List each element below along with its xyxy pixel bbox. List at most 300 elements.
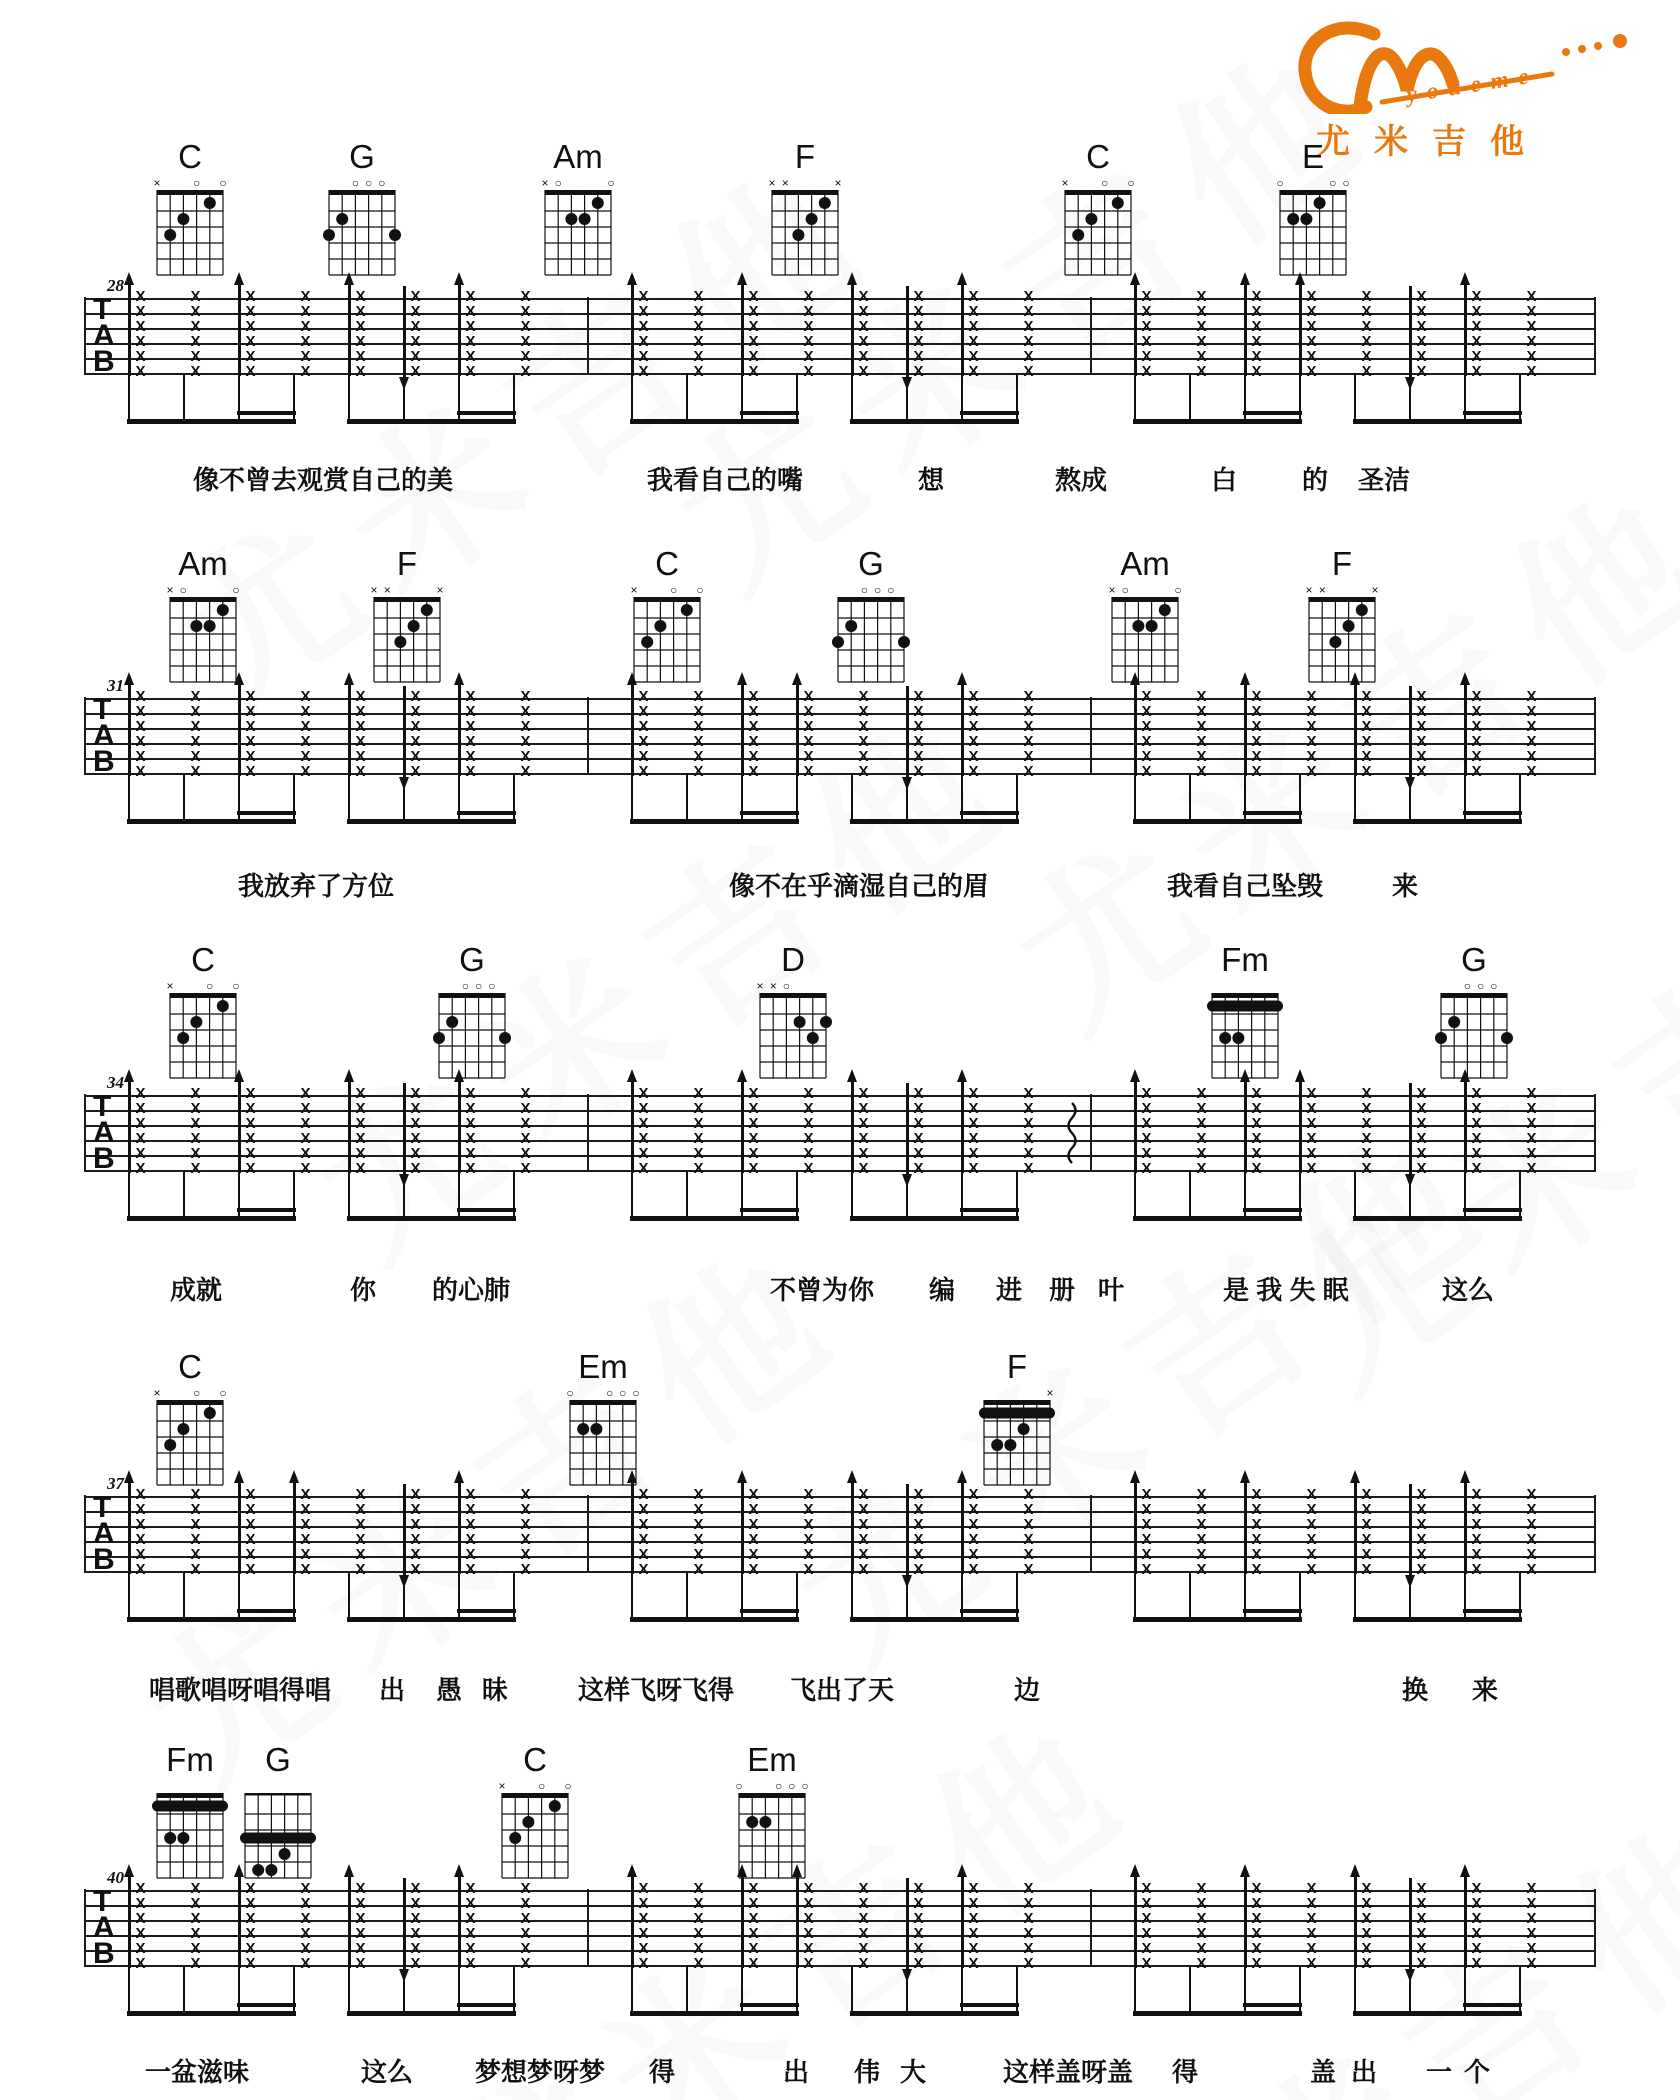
strum-x-mark: X	[1361, 1145, 1372, 1162]
strum-x-mark: X	[135, 1501, 146, 1518]
strum-x-mark: X	[355, 1546, 366, 1563]
strum-arrow-up-icon	[1350, 1470, 1361, 1574]
strum-x-mark: X	[300, 1115, 311, 1132]
svg-text:○: ○	[1100, 176, 1109, 190]
strum-x-mark: X	[858, 1486, 869, 1503]
strum-x-mark: X	[1361, 1100, 1372, 1117]
barline	[84, 697, 86, 775]
strum-x-mark: X	[1471, 333, 1482, 350]
chord-label: Em	[578, 1348, 628, 1385]
strum-arrow-up-icon	[124, 672, 135, 776]
sixteenth-beam	[740, 411, 799, 415]
strum-x-mark: X	[410, 1115, 421, 1132]
note-stem	[403, 1965, 405, 2013]
svg-text:○: ○	[364, 176, 373, 190]
beam	[127, 1617, 296, 1622]
strum-x-mark: X	[638, 1561, 649, 1578]
strum-x-mark: X	[913, 1546, 924, 1563]
strum-x-mark: X	[638, 303, 649, 320]
strum-x-mark: X	[1196, 718, 1207, 735]
strum-x-mark: X	[355, 288, 366, 305]
strum-x-mark: X	[748, 333, 759, 350]
strum-x-mark: X	[1141, 703, 1152, 720]
strum-x-mark: X	[638, 1486, 649, 1503]
strum-x-mark: X	[1416, 1516, 1427, 1533]
sixteenth-beam	[1463, 1208, 1522, 1212]
strum-x-mark: X	[1416, 1910, 1427, 1927]
sixteenth-beam	[1463, 1609, 1522, 1613]
strum-x-mark: X	[803, 1100, 814, 1117]
strum-x-mark: X	[1416, 1940, 1427, 1957]
strum-x-mark: X	[693, 1955, 704, 1972]
strum-x-mark: X	[1361, 1895, 1372, 1912]
strum-x-mark: X	[410, 318, 421, 335]
barline	[1594, 697, 1596, 775]
strum-x-mark: X	[355, 1925, 366, 1942]
strum-x-mark: X	[803, 1940, 814, 1957]
strum-x-mark: X	[1023, 1880, 1034, 1897]
strum-x-mark: X	[465, 1145, 476, 1162]
strum-x-mark: X	[410, 1910, 421, 1927]
strum-x-mark: X	[1361, 748, 1372, 765]
barline	[84, 297, 86, 375]
strum-x-mark: X	[803, 718, 814, 735]
measure-number: 34	[107, 1073, 124, 1092]
strum-x-mark: X	[1526, 748, 1537, 765]
strum-arrow-up-icon	[627, 1470, 638, 1574]
barline	[587, 297, 589, 375]
strum-x-mark: X	[465, 1531, 476, 1548]
strum-x-mark: X	[748, 688, 759, 705]
barline	[84, 1495, 86, 1573]
strum-x-mark: X	[1471, 1880, 1482, 1897]
svg-text:○: ○	[1329, 176, 1337, 190]
svg-text:○: ○	[873, 583, 882, 597]
strum-x-mark: X	[520, 763, 531, 780]
strum-x-mark: X	[245, 1895, 256, 1912]
note-stem	[686, 1571, 688, 1619]
strum-x-mark: X	[858, 1516, 869, 1533]
strum-x-mark: X	[1526, 1145, 1537, 1162]
strum-x-mark: X	[968, 1940, 979, 1957]
strum-x-mark: X	[1416, 1895, 1427, 1912]
strum-arrow-up-icon	[234, 1069, 245, 1173]
strum-x-mark: X	[858, 1880, 869, 1897]
strum-x-mark: X	[355, 688, 366, 705]
strum-x-mark: X	[1023, 1085, 1034, 1102]
strum-x-mark: X	[858, 1940, 869, 1957]
strum-x-mark: X	[1023, 348, 1034, 365]
strum-x-mark: X	[135, 1940, 146, 1957]
strum-x-mark: X	[693, 1925, 704, 1942]
strum-x-mark: X	[1141, 1561, 1152, 1578]
strum-x-mark: X	[1306, 703, 1317, 720]
chord-diagram	[322, 176, 402, 280]
strum-x-mark: X	[1196, 363, 1207, 380]
strum-x-mark: X	[693, 703, 704, 720]
svg-text:×: ×	[166, 583, 174, 597]
strum-x-mark: X	[1471, 1501, 1482, 1518]
strum-x-mark: X	[803, 1925, 814, 1942]
barline	[1090, 1495, 1092, 1573]
strum-x-mark: X	[1251, 1486, 1262, 1503]
strum-x-mark: X	[410, 1085, 421, 1102]
strum-x-mark: X	[638, 348, 649, 365]
lyric-segment: 这样盖呀盖	[1003, 2057, 1134, 2087]
strum-x-mark: X	[135, 1531, 146, 1548]
sixteenth-beam	[960, 1609, 1019, 1613]
strum-x-mark: X	[1361, 1130, 1372, 1147]
strum-x-mark: X	[803, 1501, 814, 1518]
strum-x-mark: X	[1471, 1130, 1482, 1147]
strum-x-mark: X	[1196, 703, 1207, 720]
strum-x-mark: X	[1196, 303, 1207, 320]
strum-x-mark: X	[355, 1561, 366, 1578]
strum-x-mark: X	[1196, 763, 1207, 780]
note-stem	[1409, 1965, 1411, 2013]
strum-x-mark: X	[135, 1486, 146, 1503]
sixteenth-beam	[740, 2003, 799, 2007]
strum-x-mark: X	[968, 1115, 979, 1132]
strum-x-mark: X	[693, 363, 704, 380]
beam	[850, 1617, 1019, 1622]
strum-x-mark: X	[410, 363, 421, 380]
svg-text:×: ×	[153, 1386, 161, 1400]
strum-x-mark: X	[465, 1085, 476, 1102]
strum-x-mark: X	[968, 348, 979, 365]
strum-x-mark: X	[520, 1516, 531, 1533]
strum-x-mark: X	[1306, 748, 1317, 765]
note-stem	[403, 1170, 405, 1218]
strum-x-mark: X	[1141, 748, 1152, 765]
strum-x-mark: X	[803, 1880, 814, 1897]
strum-x-mark: X	[968, 318, 979, 335]
strum-x-mark: X	[190, 1925, 201, 1942]
strum-x-mark: X	[1196, 1160, 1207, 1177]
strum-x-mark: X	[913, 348, 924, 365]
strum-x-mark: X	[748, 1115, 759, 1132]
strum-arrow-up-icon	[957, 672, 968, 776]
strum-x-mark: X	[1471, 1940, 1482, 1957]
strum-x-mark: X	[190, 1115, 201, 1132]
strum-x-mark: X	[135, 1160, 146, 1177]
strum-x-mark: X	[300, 303, 311, 320]
strum-x-mark: X	[135, 763, 146, 780]
strum-x-mark: X	[693, 1516, 704, 1533]
note-stem	[1134, 1965, 1136, 2013]
strum-x-mark: X	[1471, 1925, 1482, 1942]
strum-x-mark: X	[638, 363, 649, 380]
beam	[630, 419, 799, 424]
strum-x-mark: X	[1416, 1955, 1427, 1972]
strum-x-mark: X	[1251, 1531, 1262, 1548]
strum-x-mark: X	[135, 1130, 146, 1147]
strum-x-mark: X	[1251, 1100, 1262, 1117]
strum-x-mark: X	[1526, 703, 1537, 720]
strum-x-mark: X	[693, 1895, 704, 1912]
strum-x-mark: X	[1361, 1910, 1372, 1927]
strum-x-mark: X	[803, 1486, 814, 1503]
strum-x-mark: X	[465, 348, 476, 365]
lyric-segment: 我看自己坠毁	[1167, 871, 1324, 901]
strum-x-mark: X	[1416, 1925, 1427, 1942]
strum-x-mark: X	[190, 748, 201, 765]
chord-diagram	[150, 1386, 230, 1490]
strum-x-mark: X	[913, 688, 924, 705]
lyric-segment: 得	[649, 2057, 676, 2087]
strum-x-mark: X	[1141, 688, 1152, 705]
strum-x-mark: X	[693, 1100, 704, 1117]
strum-x-mark: X	[520, 1561, 531, 1578]
strum-x-mark: X	[1141, 1880, 1152, 1897]
strum-x-mark: X	[1023, 1925, 1034, 1942]
strum-x-mark: X	[1306, 1501, 1317, 1518]
strum-x-mark: X	[135, 1880, 146, 1897]
strum-x-mark: X	[1251, 1130, 1262, 1147]
strum-x-mark: X	[693, 1910, 704, 1927]
strum-x-mark: X	[355, 363, 366, 380]
chord-label: C	[1086, 138, 1110, 175]
strum-x-mark: X	[858, 1531, 869, 1548]
strum-x-mark: X	[1251, 303, 1262, 320]
strum-x-mark: X	[1023, 363, 1034, 380]
strum-arrow-up-icon	[737, 1864, 748, 1968]
strum-x-mark: X	[913, 363, 924, 380]
strum-x-mark: X	[1416, 1501, 1427, 1518]
strum-x-mark: X	[858, 1955, 869, 1972]
strum-arrow-up-icon	[1240, 1864, 1251, 1968]
lyric-segment: 昧	[482, 1675, 509, 1705]
strum-x-mark: X	[1306, 1516, 1317, 1533]
note-stem	[906, 1571, 908, 1619]
strum-x-mark: X	[913, 718, 924, 735]
strum-x-mark: X	[1416, 288, 1427, 305]
sixteenth-beam	[237, 2003, 296, 2007]
strum-x-mark: X	[968, 718, 979, 735]
strum-x-mark: X	[520, 348, 531, 365]
strum-x-mark: X	[1141, 303, 1152, 320]
svg-text:○: ○	[205, 979, 214, 993]
strum-x-mark: X	[245, 703, 256, 720]
strum-x-mark: X	[638, 1895, 649, 1912]
strum-x-mark: X	[135, 1895, 146, 1912]
strum-x-mark: X	[355, 1955, 366, 1972]
sixteenth-beam	[960, 411, 1019, 415]
strum-x-mark: X	[913, 288, 924, 305]
strum-x-mark: X	[1196, 688, 1207, 705]
strum-x-mark: X	[1141, 1940, 1152, 1957]
strum-x-mark: X	[748, 1486, 759, 1503]
note-stem	[1354, 773, 1356, 821]
note-stem	[1134, 1571, 1136, 1619]
strum-x-mark: X	[1361, 348, 1372, 365]
strum-x-mark: X	[1196, 1880, 1207, 1897]
strum-arrow-up-icon	[1130, 272, 1141, 376]
strum-x-mark: X	[300, 1486, 311, 1503]
strum-x-mark: X	[300, 1561, 311, 1578]
strum-x-mark: X	[1471, 348, 1482, 365]
tab-clef-letter: T	[93, 1885, 112, 1918]
strum-x-mark: X	[913, 1531, 924, 1548]
strum-x-mark: X	[913, 1115, 924, 1132]
strum-x-mark: X	[190, 703, 201, 720]
strum-x-mark: X	[190, 1561, 201, 1578]
strum-x-mark: X	[693, 1501, 704, 1518]
strum-x-mark: X	[1306, 1085, 1317, 1102]
strum-x-mark: X	[1023, 1486, 1034, 1503]
strum-x-mark: X	[1196, 1100, 1207, 1117]
strum-x-mark: X	[1196, 1546, 1207, 1563]
strum-x-mark: X	[748, 748, 759, 765]
strum-x-mark: X	[1196, 288, 1207, 305]
strum-x-mark: X	[1251, 1955, 1262, 1972]
strum-x-mark: X	[748, 1561, 759, 1578]
strum-x-mark: X	[245, 688, 256, 705]
lyric-segment: 像不曾去观赏自己的美	[193, 465, 454, 495]
strum-x-mark: X	[1526, 363, 1537, 380]
strum-x-mark: X	[520, 1085, 531, 1102]
strum-x-mark: X	[1306, 288, 1317, 305]
chord-diagram	[495, 1779, 575, 1883]
strum-x-mark: X	[245, 1561, 256, 1578]
strum-x-mark: X	[638, 748, 649, 765]
strum-x-mark: X	[1361, 1880, 1372, 1897]
strum-x-mark: X	[638, 1955, 649, 1972]
strum-x-mark: X	[638, 703, 649, 720]
strum-x-mark: X	[465, 1546, 476, 1563]
strum-x-mark: X	[803, 288, 814, 305]
strum-x-mark: X	[245, 1531, 256, 1548]
strum-x-mark: X	[1306, 348, 1317, 365]
svg-text:○: ○	[801, 1779, 809, 1793]
svg-text:○: ○	[887, 583, 895, 597]
sixteenth-beam	[457, 1609, 516, 1613]
strum-x-mark: X	[693, 1531, 704, 1548]
strum-x-mark: X	[858, 1115, 869, 1132]
svg-text:○: ○	[219, 176, 227, 190]
beam	[850, 1216, 1019, 1221]
strum-x-mark: X	[1141, 348, 1152, 365]
strum-x-mark: X	[1141, 1115, 1152, 1132]
note-stem	[348, 1170, 350, 1218]
note-stem	[851, 773, 853, 821]
strum-x-mark: X	[748, 733, 759, 750]
strum-arrow-up-icon	[1460, 672, 1471, 776]
strum-arrow-up-icon	[1130, 1470, 1141, 1574]
strum-x-mark: X	[245, 1145, 256, 1162]
strum-x-mark: X	[465, 363, 476, 380]
strum-x-mark: X	[190, 688, 201, 705]
tab-clef-letter: B	[93, 1142, 115, 1175]
strum-x-mark: X	[1251, 318, 1262, 335]
strum-x-mark: X	[913, 318, 924, 335]
strum-x-mark: X	[638, 688, 649, 705]
svg-text:×: ×	[436, 583, 444, 597]
strum-x-mark: X	[638, 1501, 649, 1518]
strum-arrow-up-icon	[627, 672, 638, 776]
strum-x-mark: X	[300, 1880, 311, 1897]
strum-x-mark: X	[190, 333, 201, 350]
strum-x-mark: X	[1141, 1546, 1152, 1563]
strum-x-mark: X	[465, 1955, 476, 1972]
strum-x-mark: X	[968, 763, 979, 780]
barline	[587, 697, 589, 775]
strum-x-mark: X	[300, 1501, 311, 1518]
chord-label: F	[794, 138, 816, 175]
strum-x-mark: X	[465, 1160, 476, 1177]
strum-x-mark: X	[968, 1085, 979, 1102]
strum-x-mark: X	[1361, 703, 1372, 720]
strum-x-mark: X	[1196, 1130, 1207, 1147]
lyric-segment: 得	[1172, 2057, 1199, 2087]
lyric-segment: 出	[783, 2057, 810, 2087]
strum-x-mark: X	[245, 1486, 256, 1503]
strum-x-mark: X	[245, 1955, 256, 1972]
strum-x-mark: X	[410, 1925, 421, 1942]
note-stem	[1134, 1170, 1136, 1218]
strum-x-mark: X	[465, 718, 476, 735]
strum-arrow-up-icon	[1240, 672, 1251, 776]
strum-x-mark: X	[1471, 1895, 1482, 1912]
strum-x-mark: X	[693, 303, 704, 320]
strum-x-mark: X	[858, 1130, 869, 1147]
strum-x-mark: X	[1023, 1895, 1034, 1912]
lyric-segment: 盖	[1310, 2057, 1337, 2087]
lyric-segment: 想	[918, 465, 945, 495]
sixteenth-beam	[1243, 2003, 1302, 2007]
note-stem	[1189, 373, 1191, 421]
strum-x-mark: X	[1306, 1940, 1317, 1957]
strum-x-mark: X	[1361, 1531, 1372, 1548]
lyric-segment: 编	[929, 1275, 956, 1305]
lyric-segment: 大	[900, 2057, 927, 2087]
strum-x-mark: X	[693, 1115, 704, 1132]
strum-arrow-up-icon	[454, 272, 465, 376]
note-stem	[1354, 373, 1356, 421]
lyric-segment: 的	[1302, 465, 1329, 495]
note-stem	[906, 773, 908, 821]
chord-diagram	[150, 176, 230, 280]
chord-diagram	[1273, 176, 1353, 280]
svg-text:×: ×	[166, 979, 174, 993]
strum-x-mark: X	[1196, 333, 1207, 350]
strum-x-mark: X	[190, 1955, 201, 1972]
strum-x-mark: X	[1251, 1516, 1262, 1533]
strum-x-mark: X	[968, 748, 979, 765]
chord-diagram	[627, 583, 707, 687]
strum-arrow-up-icon	[1350, 1864, 1361, 1968]
svg-text:○: ○	[1342, 176, 1350, 190]
strum-x-mark: X	[410, 748, 421, 765]
svg-text:○: ○	[1463, 979, 1472, 993]
strum-x-mark: X	[1526, 1100, 1537, 1117]
strum-x-mark: X	[410, 1955, 421, 1972]
chord-label: C	[655, 545, 679, 582]
lyric-segment: 进	[996, 1275, 1023, 1305]
strum-x-mark: X	[638, 1910, 649, 1927]
beam	[127, 819, 296, 824]
strum-x-mark: X	[355, 333, 366, 350]
chord-label: C	[523, 1741, 547, 1778]
strum-x-mark: X	[1471, 1546, 1482, 1563]
chord-label: Am	[178, 545, 228, 582]
strum-x-mark: X	[1306, 688, 1317, 705]
strum-x-mark: X	[913, 1940, 924, 1957]
strum-x-mark: X	[1023, 718, 1034, 735]
strum-x-mark: X	[1141, 1531, 1152, 1548]
chord-label: Am	[553, 138, 603, 175]
beam	[347, 2011, 516, 2016]
